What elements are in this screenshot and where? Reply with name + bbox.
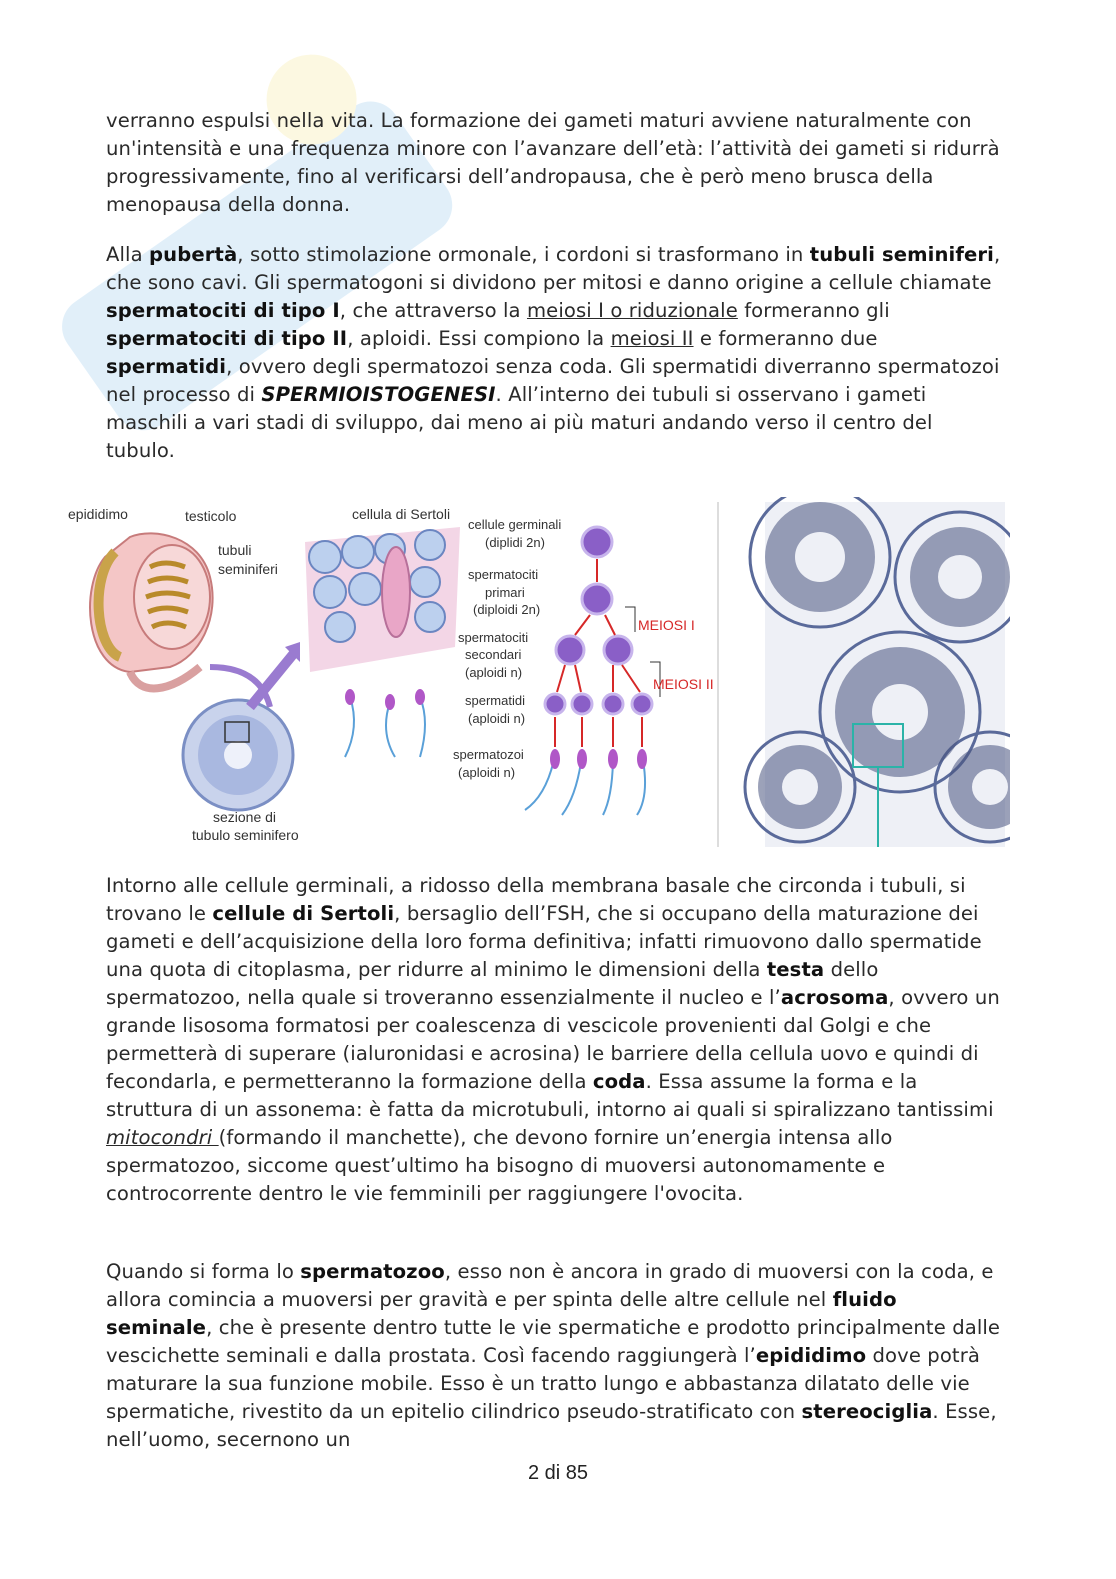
page-number: 2 di 85 [527, 1462, 589, 1484]
label-secondari: secondari [465, 647, 522, 662]
label-primari: primari [485, 585, 525, 600]
label-diploidi: (diploidi 2n) [473, 602, 541, 617]
label-spermatociti-primari: spermatociti [468, 567, 539, 582]
label-seminiferi: seminiferi [218, 561, 278, 577]
label-cellula-sertoli: cellula di Sertoli [352, 506, 451, 522]
label-tubuli: tubuli [218, 542, 252, 558]
tubule-cross-section [183, 667, 293, 810]
label-testicolo: testicolo [185, 508, 237, 524]
label-spermatociti-secondari: spermatociti [458, 630, 529, 645]
label-aploidi-3: (aploidi n) [458, 765, 516, 780]
label-meiosi-1: MEIOSI I [638, 617, 695, 633]
label-tubulo-seminifero: tubulo seminifero [192, 827, 299, 843]
label-spermatozoi: spermatozoi [453, 747, 524, 762]
paragraph-intro: verranno espulsi nella vita. La formazione dei gameti maturi avviene naturalmente con un'intensità e una frequenza minore con l’avanzare dell’età: l’attività dei gameti si ridurrà progressivamente, fino al verificarsi dell’andropausa, che è però meno brusca della menopausa della donna. [106, 109, 1000, 216]
label-spermatidi: spermatidi [465, 693, 525, 708]
spermatogenesis-figure [60, 497, 1010, 852]
paragraph-spermatozoo: Quando si forma lo spermatozoo, esso non è ancora in grado di muoversi con la coda, e allora comincia a muoversi per gravità e per spinta delle altre cellule nel fluido seminale, che è presente dentro tutte le vie spermatiche e prodotto principalmente dalle vescichette seminali e dalla prostata. Così facendo raggiungerà l’epididimo dove potrà maturare la sua funzione mobile. Esso è un tratto lungo e abbastanza dilatato delle vie spermatiche, rivestito da un epitelio cilindrico pseudo-stratificato con stereociglia. Esse, nell’uomo, secernono un [106, 1260, 1001, 1451]
label-aploidi-1: (aploidi n) [465, 665, 523, 680]
label-meiosi-2: MEIOSI II [653, 676, 714, 692]
paragraph-puberta: Alla pubertà, sotto stimolazione ormonale, i cordoni si trasformano in tubuli seminiferi, che sono cavi. Gli spermatogoni si dividono per mitosi e danno origine a cellule chiamate spermatociti di tipo I, che attraverso la meiosi I o riduzionale formeranno gli spermatociti di tipo II, aploidi. Essi compiono la meiosi II e formeranno due spermatidi, ovvero degli spermatozoi senza coda. Gli spermatidi diverranno spermatozoi nel processo di SPERMIOISTOGENESI. All’interno dei tubuli si osservano i gameti maschili a vari stadi di sviluppo, dai meno ai più maturi andando verso il centro del tubulo. [106, 243, 1001, 462]
seminiferous-epithelium [305, 527, 460, 757]
label-diplidi: (diplidi 2n) [485, 535, 545, 550]
label-epididimo: epididimo [68, 506, 128, 522]
label-aploidi-2: (aploidi n) [468, 711, 526, 726]
paragraph-sertoli: Intorno alle cellule germinali, a ridosso della membrana basale che circonda i tubuli, si trovano le cellule di Sertoli, bersaglio dell’FSH, che si occupano della maturazione dei gameti e dell’acquisizione della loro forma definitiva; infatti rimuovono dallo spermatide una quota di citoplasma, per ridurre al minimo le dimensioni della testa dello spermatozoo, nella quale si troveranno essenzialmente il nucleo e l’acrosoma, ovvero un grande lisosoma formatosi per coalescenza di vescicole provenienti dal Golgi e che permetterà di superare (ialuronidasi e acrosina) le barriere della cellula uovo e quindi di fecondarla, e permetteranno la formazione della coda. Essa assume la forma e la struttura di un assonema: è fatta da microtubuli, intorno ai quali si spiralizzano tantissimi mitocondri (formando il manchette), che devono fornire un’energia intensa allo spermatozoo, siccome quest’ultimo ha bisogno di muoversi autonomamente e controcorrente dentro le vie femminili per raggiungere l'ovocita. [106, 874, 1000, 1205]
label-cellule-germinali: cellule germinali [468, 517, 562, 532]
testis-illustration [90, 533, 213, 688]
histology-micrograph [745, 497, 1010, 847]
label-sezione: sezione di [213, 809, 277, 825]
